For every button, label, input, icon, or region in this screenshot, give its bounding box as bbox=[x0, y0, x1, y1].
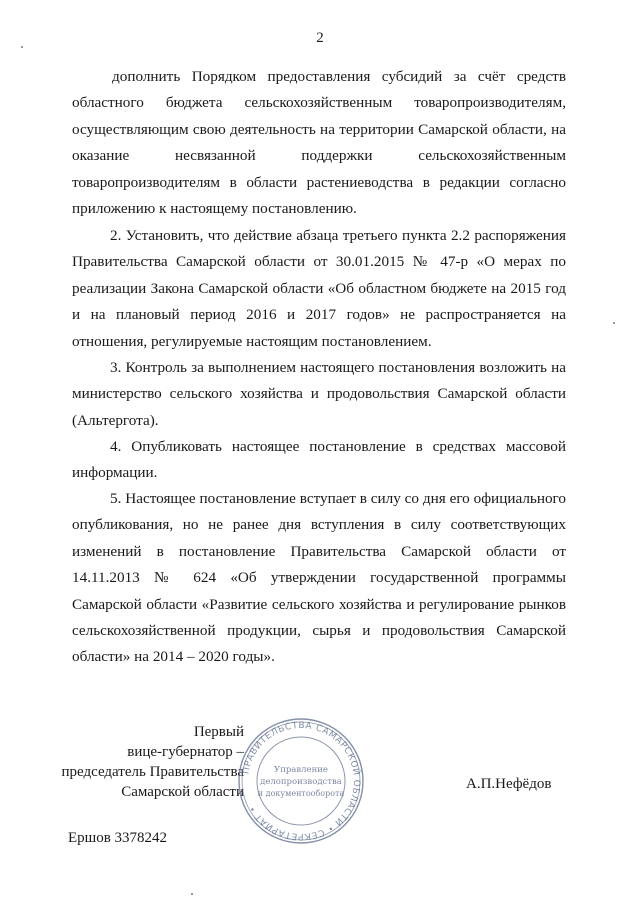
stamp-seal-icon bbox=[236, 716, 366, 846]
scan-speck bbox=[21, 46, 23, 48]
signer-line-1: Первый bbox=[193, 724, 244, 740]
paragraph-2: 2. Установить, что действие абзаца третьего пункта 2.2 распоряжения Правительства Самарской области от 30.01.2015 № 47-р «О мерах по реализации Закона Самарской области «Об областном бюджете на 2015 год и на плановый период 2016 и 2017 годов» не распространяется на отношения, регулируемые настоящим постановлением. bbox=[72, 227, 566, 350]
signer-line-3: председатель Правительства bbox=[61, 764, 244, 780]
stamp-inner-line-1: Управление bbox=[274, 765, 328, 775]
stamp-inner-line-3: и документооборота bbox=[257, 789, 345, 798]
signer-block bbox=[58, 722, 244, 802]
paragraph-5: 5. Настоящее постановление вступает в силу со дня его официального опубликования, но не ранее дня вступления в силу соответствующих изменений в постановление Правительства Самарской области от 14.11.2013 № 624 «Об утверждении государственной программы Самарской области «Развитие сельского хозяйства и регулирование рынков сельскохозяйственной продукции, сырья и продовольствия Самарской области» на 2014 – 2020 годы». bbox=[72, 490, 566, 666]
scan-speck bbox=[613, 322, 615, 324]
paragraph-3: 3. Контроль за выполнением настоящего постановления возложить на министерство сельского хозяйства и продовольствия Самарской области (Альтергота). bbox=[72, 359, 566, 429]
paragraph-4: 4. Опубликовать настоящее постановление в средствах массовой информации. bbox=[72, 438, 566, 482]
signer-line-2: вице-губернатор – bbox=[127, 744, 244, 760]
executor-contact: Ершов 3378242 bbox=[68, 830, 168, 846]
paragraph-1: дополнить Порядком предоставления субсидий за счёт средств областного бюджета сельскохозяйственным товаропроизводителям, осуществляющим свою деятельность на территории Самарской области, на оказание несвязанной поддержки сельскохозяйственным товаропроизводителям в области растениеводства в редакции согласно приложению к настоящему постановлению. bbox=[72, 68, 566, 218]
signer-line-4: Самарской области bbox=[121, 784, 244, 800]
scan-speck bbox=[191, 893, 193, 895]
signature-name: А.П.Нефёдов bbox=[466, 776, 552, 792]
official-stamp bbox=[236, 716, 366, 846]
stamp-inner-line-2: делопроизводства bbox=[260, 777, 342, 787]
stamp-outer-text: ПРАВИТЕЛЬСТВА САМАРСКОЙ ОБЛАСТИ • СЕКРЕТАРИАТ • bbox=[241, 720, 362, 842]
page-number: 2 bbox=[316, 30, 324, 46]
